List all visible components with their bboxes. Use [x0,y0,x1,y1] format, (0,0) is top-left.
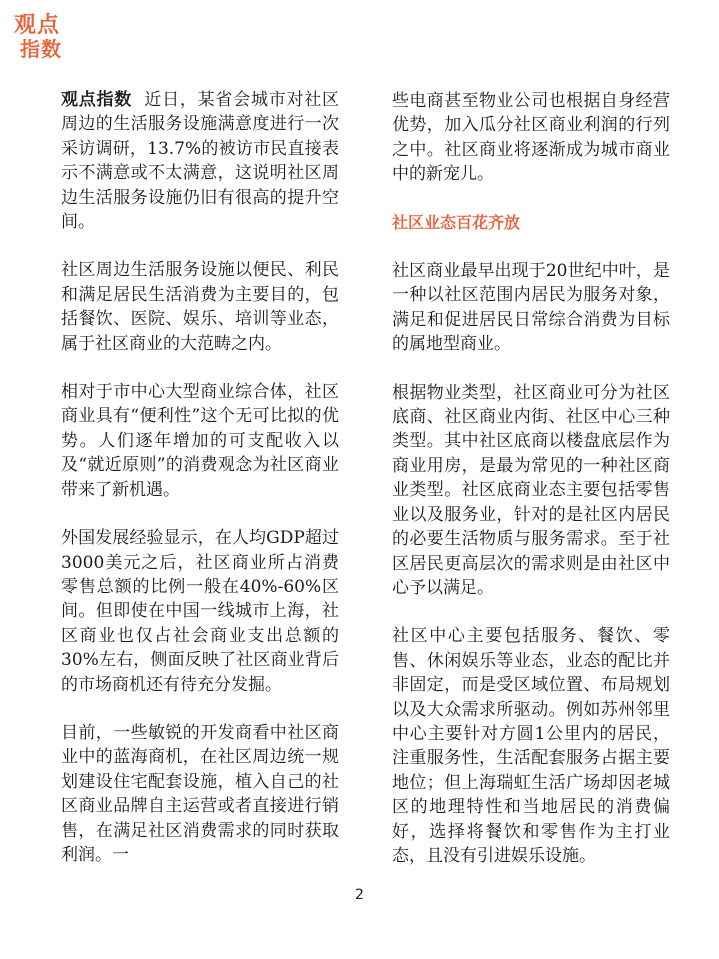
paragraph-4: 外国发展经验显示，在人均GDP超过3000美元之后，社区商业所占消费零售总额的比例一般在40%-60%区间。但即使在中国一线城市上海，社区商业也仅占社会商业支出总额的30%左右，侧面反映了社区商业背后的市场商机还有待充分发掘。 [61,528,339,695]
right-column [392,89,670,892]
logo-text-top: 观点 [14,13,61,38]
paragraph-2: 社区周边生活服务设施以便民、利民和满足居民生活消费为主要目的，包括餐饮、医院、娱乐、培训等业态，属于社区商业的大范畴之内。 [61,260,339,354]
paragraph-1 [61,88,339,234]
brand-logo [14,14,78,62]
paragraph-8: 社区中心主要包括服务、餐饮、零售、休闲娱乐等业态，业态的配比并非固定，而是受区域位置、布局规划以及大众需求所驱动。例如苏州邻里中心主要针对方圆1公里内的居民，注重服务性，生活配套服务占据主要地位；但上海瑞虹生活广场却因老城区的地理特性和当地居民的消费偏好，选择将餐饮和零售作为主打业态，且没有引进娱乐设施。 [392,626,670,866]
paragraph-6: 社区商业最早出现于20世纪中叶，是一种以社区范围内居民为服务对象，满足和促进居民日常综合消费为目标的属地型商业。 [392,261,670,355]
page-number: 2 [355,887,364,903]
logo-text-bottom: 指数 [20,37,62,61]
paragraph-1-text: 近日，某省会城市对社区周边的生活服务设施满意度进行一次采访调研，13.7%的被访市民直接表示不满意或不太满意，这说明社区周边生活服务设施仍旧有很高的提升空间。 [61,90,340,233]
lead-label: 观点指数 [61,90,133,110]
paragraph-3: 相对于市中心大型商业综合体，社区商业具有“便利性”这个无可比拟的优势。人们逐年增加的可支配收入以及“就近原则”的消费观念为社区商业带来了新机遇。 [61,382,339,500]
section-title: 社区业态百花齐放 [392,212,521,232]
paragraph-continuation: 些电商甚至物业公司也根据自身经营优势，加入瓜分社区商业利润的行列之中。社区商业将逐渐成为城市商业中的新宠儿。 [392,91,670,185]
paragraph-7: 根据物业类型，社区商业可分为社区底商、社区商业内街、社区中心三种类型。其中社区底商以楼盘底层作为商业用房，是最为常见的一种社区商业类型。社区底商业态主要包括零售业以及服务业，针对的是社区内居民的必要生活物质与服务需求。至于社区居民更高层次的需求则是由社区中心予以满足。 [392,382,670,598]
paragraph-5: 目前，一些敏锐的开发商看中社区商业中的蓝海商机，在社区周边统一规划建设住宅配套设施，植入自己的社区商业品牌自主运营或者直接进行销售，在满足社区消费需求的同时获取利润。一 [61,722,339,865]
left-column [61,88,339,891]
